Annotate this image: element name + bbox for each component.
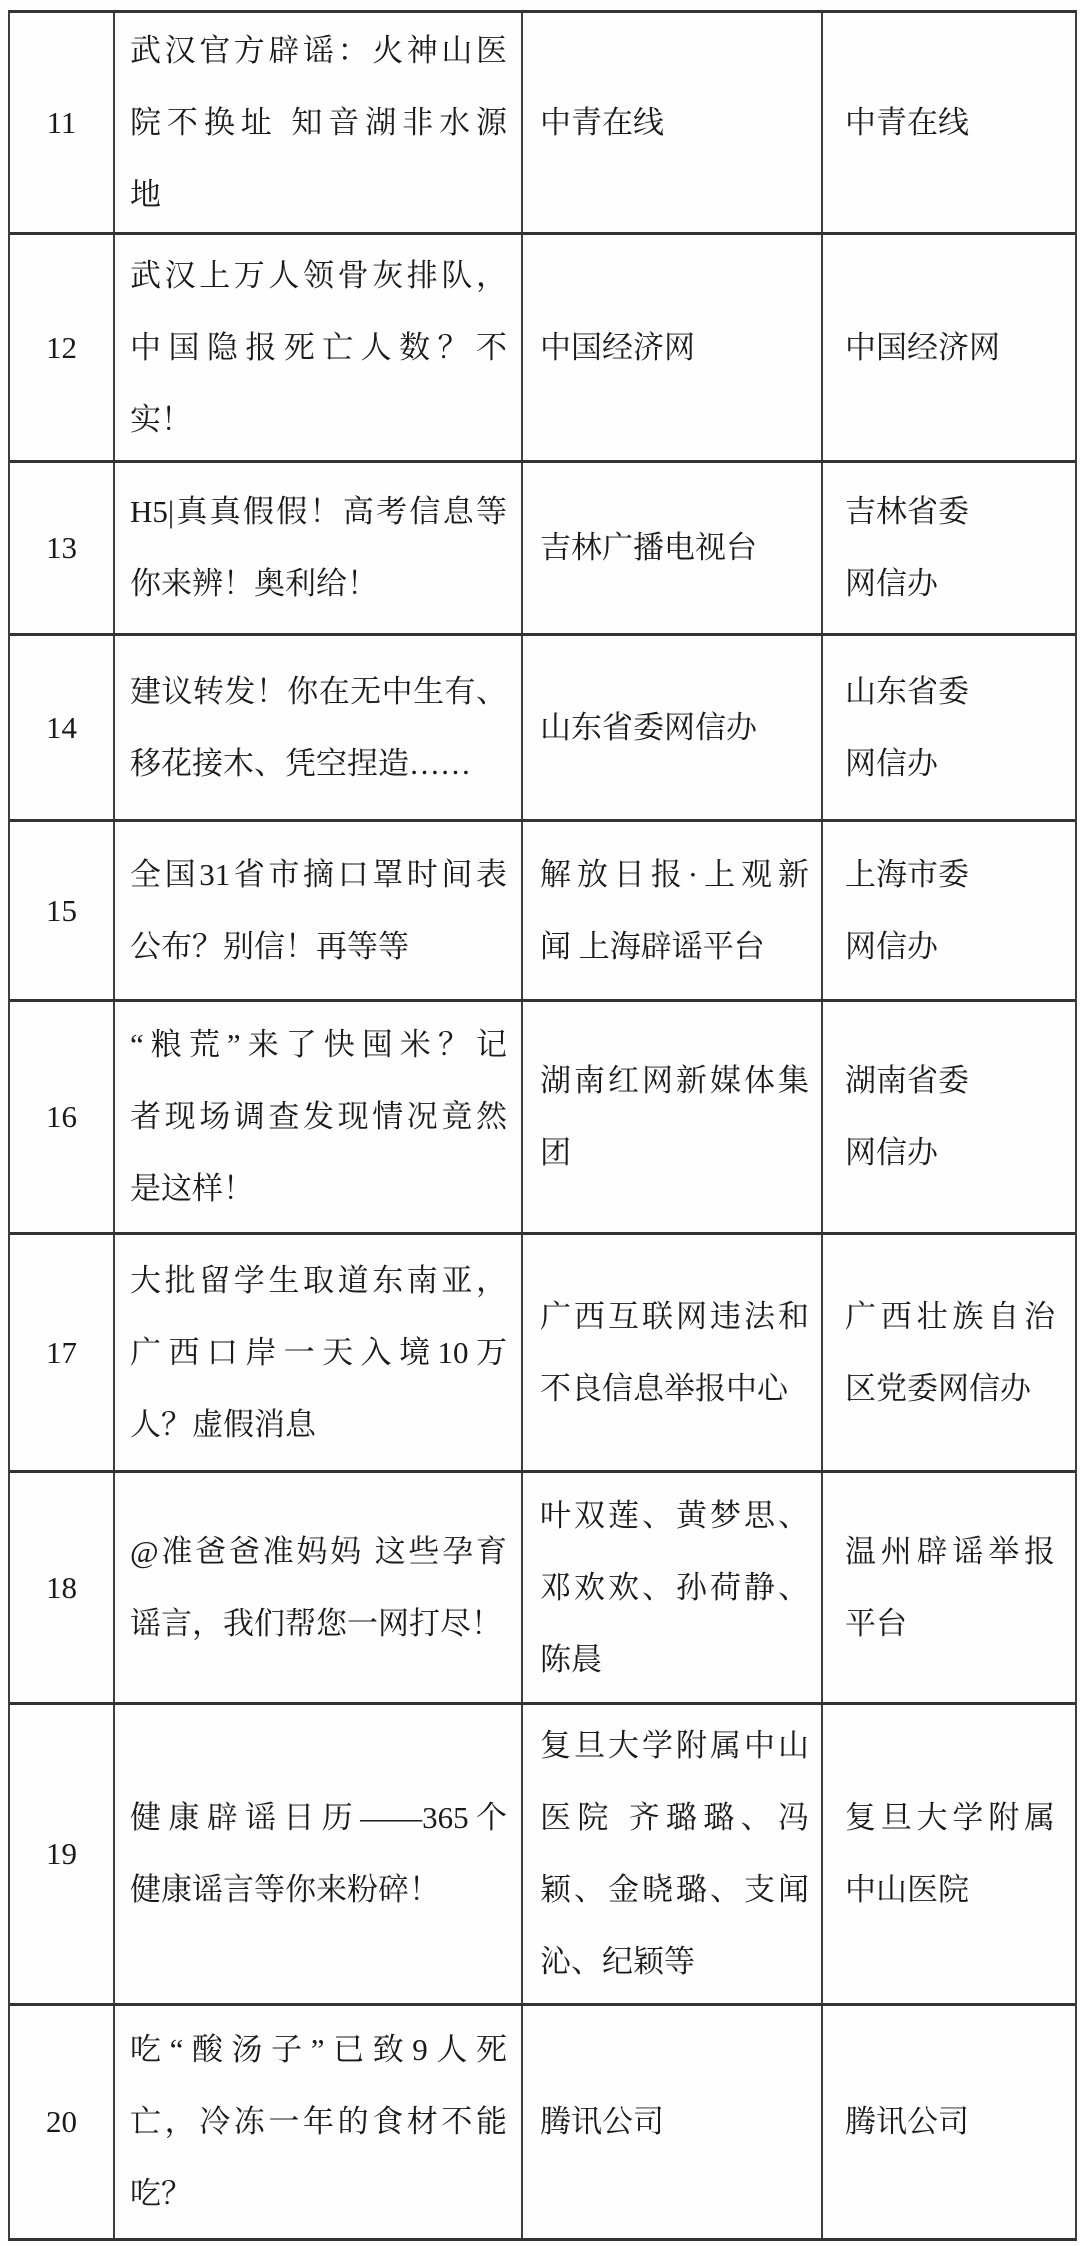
title-cell <box>115 1002 523 1232</box>
row-number-cell <box>10 235 115 460</box>
cell-line: 颖、金晓璐、支闻 <box>540 1872 809 1907</box>
cell-line: 不良信息举报中心 <box>540 1370 788 1406</box>
cell-line: 解放日报·上观新 <box>540 856 809 892</box>
cell-line: 广西壮族自治 <box>845 1298 1055 1334</box>
title-cell <box>115 13 523 232</box>
org-cell <box>823 13 1075 232</box>
cell-line: 吉林省委 <box>845 494 969 529</box>
table-row <box>10 235 1075 463</box>
row-number-cell <box>10 1473 115 1702</box>
title-cell <box>115 1473 523 1702</box>
cell-line: 平台 <box>845 1605 907 1641</box>
author-cell <box>523 1235 823 1470</box>
cell-line: 网信办 <box>845 745 938 781</box>
author-cell <box>523 1705 823 2003</box>
cell-line: 网信办 <box>845 928 938 964</box>
author-cell <box>523 1473 823 1702</box>
cell-line: 武汉官方辟谣：火神山医 <box>130 32 507 68</box>
cell-line: 网信办 <box>845 1135 938 1170</box>
cell-line: 广西互联网违法和 <box>540 1298 809 1334</box>
row-number-cell <box>10 822 115 999</box>
cell-line: 人？虚假消息 <box>130 1406 316 1442</box>
cell-line: 吃？ <box>130 2176 192 2211</box>
author-cell <box>523 1002 823 1232</box>
cell-line: 实！ <box>130 401 192 437</box>
row-number: 17 <box>46 1334 77 1370</box>
row-number-cell <box>10 13 115 232</box>
cell-line: 移花接木、凭空捏造…… <box>130 745 471 781</box>
cell-line: 区党委网信办 <box>845 1370 1031 1406</box>
author-cell <box>523 2006 823 2238</box>
title-cell <box>115 235 523 460</box>
row-number-cell <box>10 1705 115 2003</box>
cell-line: 闻 上海辟谣平台 <box>540 928 765 964</box>
cell-line: 湖南红网新媒体集 <box>540 1063 809 1098</box>
cell-line: “粮荒”来了快囤米？记 <box>130 1027 507 1062</box>
table-row <box>10 13 1075 235</box>
table-row <box>10 2006 1075 2238</box>
row-number-cell <box>10 1002 115 1232</box>
title-cell <box>115 1705 523 2003</box>
row-number: 16 <box>46 1099 77 1134</box>
cell-line: 武汉上万人领骨灰排队， <box>130 257 507 293</box>
row-number: 11 <box>46 104 77 140</box>
row-number: 15 <box>46 892 77 928</box>
cell-line: 叶双莲、黄梦思、 <box>540 1497 809 1533</box>
cell-line: @准爸爸准妈妈 这些孕育 <box>130 1533 507 1569</box>
row-number: 13 <box>46 530 77 565</box>
cell-line: H5|真真假假！高考信息等 <box>130 494 507 529</box>
author-cell <box>523 13 823 232</box>
author-cell <box>523 822 823 999</box>
cell-line: 广西口岸一天入境10万 <box>130 1334 507 1370</box>
row-number: 12 <box>46 329 77 365</box>
cell-line: 医院 齐璐璐、冯 <box>540 1800 809 1835</box>
title-cell <box>115 822 523 999</box>
org-cell <box>823 636 1075 819</box>
table-row <box>10 1002 1075 1235</box>
cell-line: 复旦大学附属中山 <box>540 1728 809 1763</box>
cell-line: 建议转发！你在无中生有、 <box>130 673 507 709</box>
cell-line: 健康谣言等你来粉碎！ <box>130 1872 440 1907</box>
cell-line: 沁、纪颖等 <box>540 1944 695 1979</box>
table-row <box>10 1473 1075 1705</box>
cell-line: 谣言，我们帮您一网打尽！ <box>130 1605 502 1641</box>
cell-line: 山东省委 <box>845 673 969 709</box>
cell-line: 中青在线 <box>845 104 969 140</box>
cell-line: 腾讯公司 <box>540 2104 664 2139</box>
cell-line: 湖南省委 <box>845 1063 969 1098</box>
cell-line: 团 <box>540 1135 571 1170</box>
org-cell <box>823 1002 1075 1232</box>
rumor-table <box>8 10 1077 2241</box>
row-number: 18 <box>46 1569 77 1605</box>
org-cell <box>823 822 1075 999</box>
org-cell <box>823 2006 1075 2238</box>
cell-line: 陈晨 <box>540 1641 602 1677</box>
author-cell <box>523 636 823 819</box>
cell-line: 上海市委 <box>845 856 969 892</box>
title-cell <box>115 636 523 819</box>
title-cell <box>115 463 523 633</box>
row-number: 19 <box>46 1836 77 1871</box>
cell-line: 中国经济网 <box>540 329 695 365</box>
org-cell <box>823 1473 1075 1702</box>
table-row <box>10 636 1075 822</box>
table-row <box>10 822 1075 1002</box>
title-cell <box>115 1235 523 1470</box>
row-number: 20 <box>46 2104 77 2139</box>
cell-line: 亡，冷冻一年的食材不能 <box>130 2104 507 2139</box>
row-number-cell <box>10 463 115 633</box>
cell-line: 邓欢欢、孙荷静、 <box>540 1569 809 1605</box>
org-cell <box>823 1235 1075 1470</box>
cell-line: 全国31省市摘口罩时间表 <box>130 856 507 892</box>
author-cell <box>523 235 823 460</box>
cell-line: 山东省委网信办 <box>540 709 757 745</box>
cell-line: 中青在线 <box>540 104 664 140</box>
cell-line: 复旦大学附属 <box>845 1800 1055 1835</box>
row-number-cell <box>10 636 115 819</box>
cell-line: 地 <box>130 176 161 212</box>
cell-line: 网信办 <box>845 566 938 601</box>
cell-line: 温州辟谣举报 <box>845 1533 1055 1569</box>
cell-line: 公布？别信！再等等 <box>130 928 409 964</box>
cell-line: 吃“酸汤子”已致9人死 <box>130 2032 507 2067</box>
cell-line: 是这样！ <box>130 1171 254 1206</box>
cell-line: 腾讯公司 <box>845 2104 969 2139</box>
row-number-cell <box>10 2006 115 2238</box>
row-number: 14 <box>46 709 77 745</box>
cell-line: 中国经济网 <box>845 329 1000 365</box>
table-row <box>10 463 1075 636</box>
org-cell <box>823 1705 1075 2003</box>
author-cell <box>523 463 823 633</box>
cell-line: 你来辨！奥利给！ <box>130 566 378 601</box>
row-number-cell <box>10 1235 115 1470</box>
org-cell <box>823 235 1075 460</box>
cell-line: 大批留学生取道东南亚， <box>130 1262 507 1298</box>
cell-line: 中山医院 <box>845 1872 969 1907</box>
cell-line: 者现场调查发现情况竟然 <box>130 1099 507 1134</box>
table-row <box>10 1705 1075 2006</box>
title-cell <box>115 2006 523 2238</box>
cell-line: 吉林广播电视台 <box>540 530 757 565</box>
cell-line: 院不换址 知音湖非水源 <box>130 104 507 140</box>
cell-line: 中国隐报死亡人数？不 <box>130 329 507 365</box>
org-cell <box>823 463 1075 633</box>
table-row <box>10 1235 1075 1473</box>
cell-line: 健康辟谣日历——365个 <box>130 1800 507 1835</box>
